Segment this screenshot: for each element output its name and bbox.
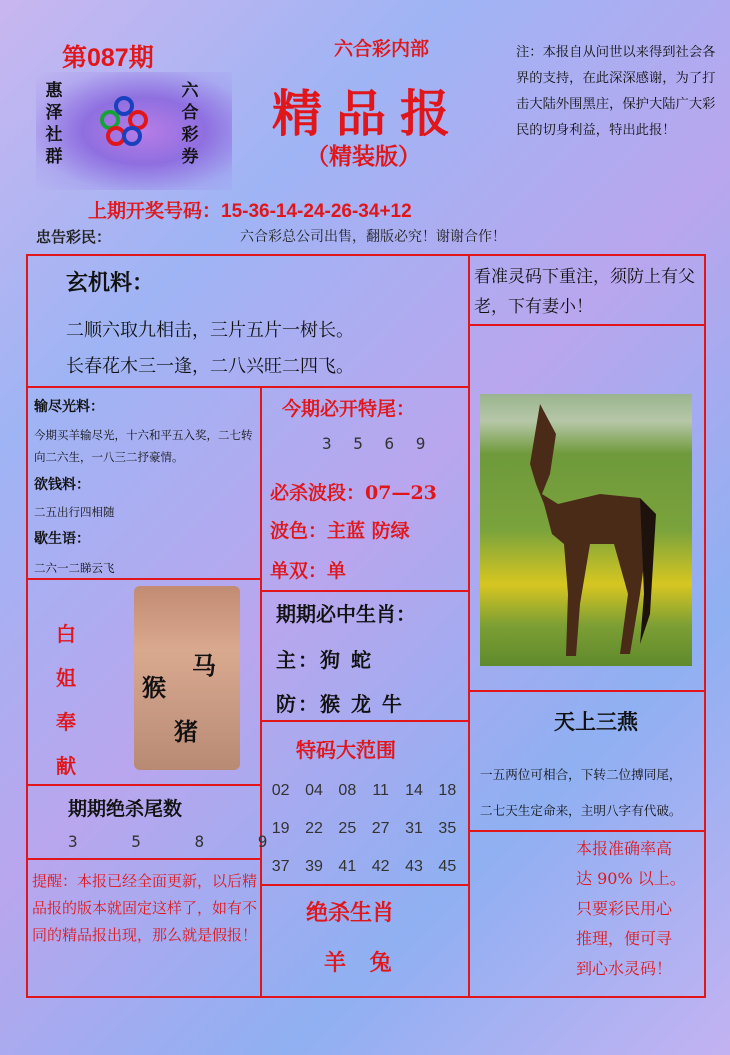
logo-left-char: 惠 [45, 81, 63, 101]
side-char: 白 [56, 622, 76, 646]
range-number: 43 [405, 858, 423, 875]
saying-title: 歇生语： [34, 531, 90, 547]
range-number: 02 [271, 782, 290, 799]
side-char: 奉 [56, 710, 76, 734]
mystery-line-1: 二顺六取九相击，三片五片一树长。 [66, 320, 354, 341]
divider-horizontal [262, 720, 468, 722]
range-number: 35 [438, 820, 457, 837]
range-number: 41 [338, 858, 357, 875]
mystery-line-2: 长春花木三一逢，二八兴旺二四飞。 [66, 356, 354, 377]
white-sister-label [54, 612, 78, 788]
range-number: 14 [405, 782, 423, 799]
zodiac-hint-1: 猴 [142, 673, 166, 702]
swallow-title: 天上三燕 [554, 709, 638, 734]
side-char: 献 [56, 754, 76, 778]
last-draw-numbers: 上期开奖号码：15-36-14-24-26-34+12 [88, 201, 412, 222]
range-title: 特码大范围 [296, 738, 396, 762]
range-number: 39 [305, 858, 323, 875]
accuracy-line: 达 90% 以上。 [576, 869, 686, 888]
logo-panel [36, 72, 232, 190]
logo-right-char: 券 [181, 147, 199, 167]
divider-horizontal [470, 324, 706, 326]
logo-right-char: 合 [181, 103, 199, 123]
accuracy-block [576, 834, 702, 984]
horse-icon [480, 394, 692, 666]
range-number: 08 [338, 782, 357, 799]
range-number: 04 [305, 782, 323, 799]
kill-tail-title: 期期绝杀尾数 [68, 798, 183, 820]
zodiac-main: 主：狗 蛇 [276, 648, 373, 672]
reminder-text: 提醒：本报已经全面更新，以后精品报的版本就固定这样了，如有不同的精品报出现，那么就是假报！ [32, 872, 258, 944]
warning-text: 六合彩总公司出售，翻版必究！谢谢合作！ [240, 229, 506, 245]
paper-title: 精品报 [272, 84, 464, 143]
zodiac-title: 期期必中生肖： [276, 602, 416, 626]
logo-left-char: 群 [45, 147, 63, 167]
divider-horizontal [26, 386, 468, 388]
swallow-line-2: 二七天生定命来，主明八字有代破。 [480, 803, 682, 818]
lose-all-text: 今期买羊输尽光，十六和平五入奖，二七转向二六生，一八三二抒豪情。 [34, 428, 253, 464]
top-right-slogan: 看准灵码下重注，须防上有父老，下有妻小！ [474, 267, 695, 317]
divider-vertical-right [468, 254, 470, 998]
logo-right-text [180, 80, 200, 168]
saying-text: 二六一二睇云飞 [34, 561, 115, 575]
want-money-text: 二五出行四相随 [34, 505, 115, 519]
divider-vertical-left [260, 386, 262, 998]
lottery-logo-icon [96, 94, 152, 150]
accuracy-line: 推理，便可寻 [576, 929, 673, 948]
logo-left-char: 泽 [45, 103, 63, 123]
range-number: 42 [371, 858, 390, 875]
mystery-title: 玄机料： [66, 270, 155, 296]
special-tail-title: 今期必开特尾： [282, 398, 416, 420]
zodiac-hint-3: 猪 [174, 717, 198, 746]
paper-subtitle: 六合彩内部 [334, 38, 430, 60]
range-number-grid [264, 782, 464, 876]
kill-zodiac-title: 绝杀生肖 [306, 900, 395, 926]
header-note: 注：本报自从问世以来得到社会各界的支持，在此深深感谢，为了打击大陆外围黑庄，保护大陆广大彩民的切身利益，特出此报！ [516, 45, 716, 138]
logo-left-text [44, 80, 64, 168]
side-char: 姐 [56, 666, 76, 690]
accuracy-line: 本报准确率高 [576, 839, 673, 858]
accuracy-line: 只要彩民用心 [576, 899, 673, 918]
range-number: 37 [271, 858, 290, 875]
odd-even: 单双：单 [270, 560, 347, 582]
kill-zodiac-values: 羊 兔 [324, 950, 400, 976]
wave-color: 波色：主蓝 防绿 [270, 520, 410, 542]
horse-photo [480, 394, 692, 666]
logo-right-char: 六 [181, 81, 199, 101]
issue-number: 第087期 [62, 44, 154, 72]
lose-all-title: 输尽光料： [34, 399, 104, 415]
range-number: 18 [438, 782, 457, 799]
logo-left-char: 社 [45, 125, 63, 145]
divider-horizontal [26, 578, 260, 580]
range-number: 11 [372, 782, 389, 799]
zodiac-hint-2: 马 [192, 651, 216, 680]
divider-horizontal [470, 830, 706, 832]
range-number: 45 [438, 858, 457, 875]
swallow-line-1: 一五两位可相合，下转二位搏同尾， [480, 767, 682, 782]
want-money-title: 欲钱料： [34, 477, 90, 493]
range-number: 25 [338, 820, 357, 837]
range-number: 31 [405, 820, 423, 837]
divider-horizontal [262, 884, 468, 886]
range-number: 27 [371, 820, 390, 837]
divider-horizontal [470, 690, 706, 692]
zodiac-guard: 防：猴 龙 牛 [276, 692, 404, 716]
divider-horizontal [262, 590, 468, 592]
kill-tail-numbers: 3 5 8 9 [68, 832, 290, 851]
kill-wave-range: 必杀波段：07—23 [270, 482, 437, 504]
accuracy-line: 到心水灵码！ [576, 959, 673, 978]
range-number: 19 [271, 820, 290, 837]
range-number: 22 [305, 820, 323, 837]
logo-right-char: 彩 [181, 125, 199, 145]
divider-horizontal [26, 858, 260, 860]
warning-label: 忠告彩民： [36, 228, 112, 246]
edition-label: （精装版） [306, 143, 421, 170]
special-tail-numbers: 3 5 6 9 [322, 434, 432, 453]
